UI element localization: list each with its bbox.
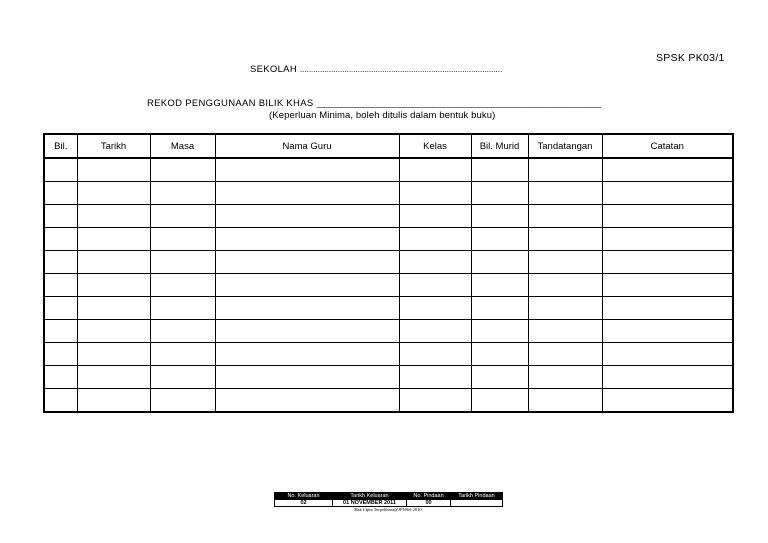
column-header: Tarikh [77,134,150,158]
table-cell[interactable] [44,228,77,251]
table-cell[interactable] [215,158,399,182]
table-cell[interactable] [77,158,150,182]
table-cell[interactable] [399,320,471,343]
table-cell[interactable] [44,297,77,320]
table-cell[interactable] [215,343,399,366]
table-cell[interactable] [150,320,215,343]
control-value-cell: 01 NOVEMBER 2011 [333,500,407,507]
control-value-cell: 02 [275,500,333,507]
table-cell[interactable] [215,274,399,297]
table-cell[interactable] [471,366,528,389]
table-cell[interactable] [77,182,150,205]
table-cell[interactable] [471,297,528,320]
table-cell[interactable] [528,343,602,366]
table-cell[interactable] [399,343,471,366]
table-cell[interactable] [399,251,471,274]
table-cell[interactable] [150,366,215,389]
control-header-cell: No. Keluaran [275,493,333,500]
table-cell[interactable] [471,228,528,251]
form-code: SPSK PK03/1 [656,52,725,64]
table-cell[interactable] [77,205,150,228]
table-cell[interactable] [471,389,528,413]
table-cell[interactable] [602,182,733,205]
column-header: Bil. [44,134,77,158]
table-cell[interactable] [215,205,399,228]
table-cell[interactable] [471,320,528,343]
table-cell[interactable] [44,320,77,343]
table-cell[interactable] [528,182,602,205]
table-cell[interactable] [528,389,602,413]
table-cell[interactable] [399,274,471,297]
document-control-header-row [275,493,503,500]
table-cell[interactable] [215,182,399,205]
table-cell[interactable] [77,297,150,320]
table-cell[interactable] [602,205,733,228]
table-row [44,297,733,320]
school-line [250,64,502,75]
table-cell[interactable] [77,389,150,413]
table-header-row [44,134,733,158]
table-cell[interactable] [528,297,602,320]
column-header: Kelas [399,134,471,158]
table-cell[interactable] [44,158,77,182]
table-cell[interactable] [44,366,77,389]
table-row [44,274,733,297]
table-cell[interactable] [528,251,602,274]
table-cell[interactable] [150,389,215,413]
table-cell[interactable] [528,366,602,389]
table-cell[interactable] [399,389,471,413]
table-cell[interactable] [77,251,150,274]
table-cell[interactable] [215,251,399,274]
table-cell[interactable] [77,366,150,389]
record-table [43,133,734,413]
column-header: Tandatangan [528,134,602,158]
table-cell[interactable] [215,366,399,389]
table-cell[interactable] [399,297,471,320]
table-cell[interactable] [471,205,528,228]
table-cell[interactable] [44,251,77,274]
table-row [44,205,733,228]
table-cell[interactable] [77,274,150,297]
copyright-notice: Hak Cipta Terpelihara@JPNSel 2010 [354,507,422,512]
title-blank-line: ________________________________________________________________ [316,99,602,108]
table-cell[interactable] [399,158,471,182]
document-control-footer [274,492,502,512]
table-cell[interactable] [528,205,602,228]
table-row [44,228,733,251]
table-cell[interactable] [528,274,602,297]
table-cell[interactable] [77,228,150,251]
column-header: Bil. Murid [471,134,528,158]
table-cell[interactable] [215,389,399,413]
table-row [44,320,733,343]
table-cell[interactable] [602,366,733,389]
document-control-value-row [275,500,503,507]
table-cell[interactable] [150,297,215,320]
table-cell[interactable] [150,343,215,366]
table-row [44,366,733,389]
table-cell[interactable] [77,320,150,343]
control-header-cell: Tarikh Keluaran [333,493,407,500]
table-cell[interactable] [602,297,733,320]
table-cell[interactable] [44,274,77,297]
table-cell[interactable] [471,251,528,274]
form-subtitle: (Keperluan Minima, boleh ditulis dalam bentuk buku) [269,110,496,121]
form-title-line [147,98,601,109]
table-cell[interactable] [399,366,471,389]
table-cell[interactable] [150,274,215,297]
school-blank-line: ........................................................................................... [299,65,503,74]
table-cell[interactable] [528,320,602,343]
control-header-cell: No. Pindaan [407,493,451,500]
table-cell[interactable] [602,158,733,182]
table-cell[interactable] [215,228,399,251]
table-cell[interactable] [528,158,602,182]
control-value-cell: 00 [407,500,451,507]
table-row [44,182,733,205]
table-cell[interactable] [602,343,733,366]
control-header-cell: Tarikh Pindaan [451,493,503,500]
table-row [44,158,733,182]
table-body [44,158,733,412]
table-cell[interactable] [150,228,215,251]
table-cell[interactable] [602,228,733,251]
form-title: REKOD PENGGUNAAN BILIK KHAS [147,98,314,109]
table-cell[interactable] [399,228,471,251]
table-cell[interactable] [215,320,399,343]
table-cell[interactable] [602,389,733,413]
table-cell[interactable] [602,320,733,343]
table-cell[interactable] [471,182,528,205]
table-cell[interactable] [150,182,215,205]
table-row [44,343,733,366]
table-cell[interactable] [150,251,215,274]
table-cell[interactable] [399,205,471,228]
table-cell[interactable] [44,205,77,228]
column-header: Nama Guru [215,134,399,158]
control-value-cell [451,500,503,507]
table-row [44,251,733,274]
table-cell[interactable] [528,228,602,251]
table-cell[interactable] [44,343,77,366]
table-cell[interactable] [44,389,77,413]
table-cell[interactable] [471,343,528,366]
table-cell[interactable] [150,158,215,182]
column-header: Masa [150,134,215,158]
table-cell[interactable] [215,297,399,320]
table-row [44,389,733,413]
table-cell[interactable] [602,251,733,274]
table-cell[interactable] [602,274,733,297]
table-cell[interactable] [44,182,77,205]
school-label: SEKOLAH [250,64,297,75]
table-cell[interactable] [150,205,215,228]
document-control-table [274,492,503,507]
table-cell[interactable] [471,274,528,297]
table-cell[interactable] [399,182,471,205]
table-cell[interactable] [471,158,528,182]
column-header: Catatan [602,134,733,158]
table-cell[interactable] [77,343,150,366]
